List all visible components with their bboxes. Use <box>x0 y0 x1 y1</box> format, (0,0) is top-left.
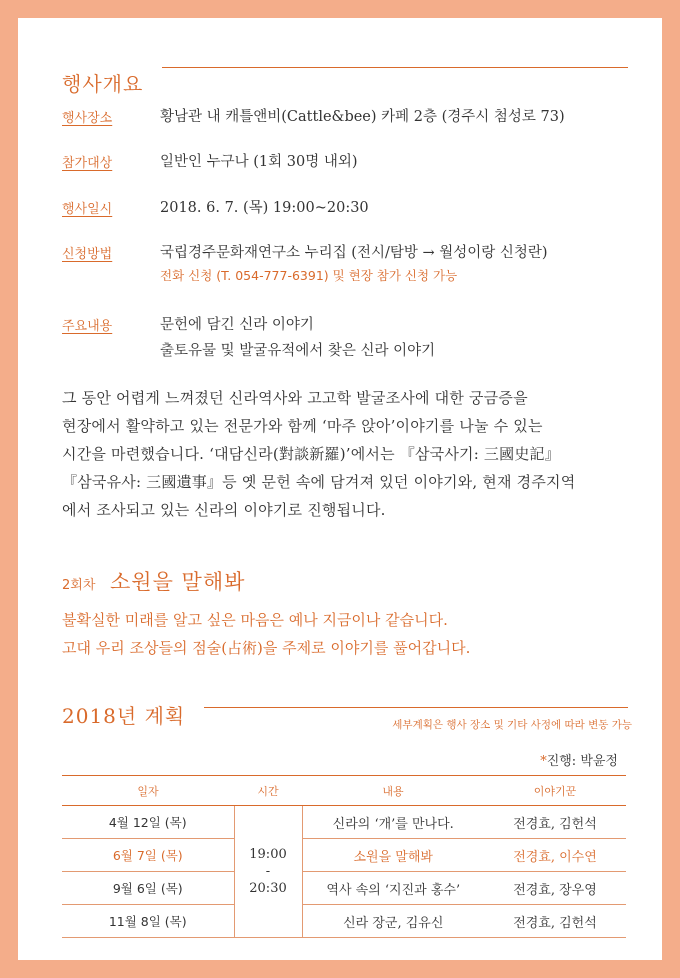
plan-table <box>62 775 626 938</box>
row-speaker: 전경효, 장우영 <box>484 872 626 905</box>
apply-label: 신청방법 <box>62 247 113 262</box>
intro-line: 시간을 마련했습니다. ‘대담신라(對談新羅)’에서는 『삼국사기: 三國史記』 <box>62 445 560 463</box>
audience-label: 참가대상 <box>62 156 113 171</box>
poster-page <box>18 18 662 960</box>
header-content: 내용 <box>302 776 484 806</box>
row-content: 역사 속의 ‘지진과 홍수’ <box>302 872 484 905</box>
row-date: 6월 7일 (목) <box>62 839 234 872</box>
table-row <box>62 872 626 905</box>
intro-line: 그 동안 어렵게 느껴졌던 신라역사와 고고학 발굴조사에 대한 궁금증을 <box>62 389 528 407</box>
session-desc-line: 불확실한 미래를 알고 싶은 마음은 예나 지금이나 같습니다. <box>62 611 448 629</box>
time-end: 20:30 <box>249 881 287 896</box>
venue-label: 행사장소 <box>62 111 113 126</box>
apply-sub-value: 전화 신청 (T. 054-777-6391) 및 현장 참가 신청 가능 <box>160 268 458 283</box>
intro-line: 현장에서 활약하고 있는 전문가와 함께 ‘마주 앉아’이야기를 나눌 수 있는 <box>62 417 543 435</box>
time-cell <box>234 806 302 938</box>
header-time: 시간 <box>234 776 302 806</box>
datetime-value: 2018. 6. 7. (목) 19:00~20:30 <box>160 200 369 216</box>
overview-title-rule <box>162 67 628 68</box>
content-label: 주요내용 <box>62 319 113 334</box>
row-content: 신라 장군, 김유신 <box>302 905 484 938</box>
plan-note: 세부계획은 행사 장소 및 기타 사정에 따라 변동 가능 <box>392 719 632 731</box>
header-speaker: 이야기꾼 <box>484 776 626 806</box>
intro-line: 『삼국유사: 三國遺事』등 옛 문헌 속에 담겨져 있던 이야기와, 현재 경주지역 <box>62 473 576 491</box>
table-row <box>62 806 626 839</box>
row-date: 11월 8일 (목) <box>62 905 234 938</box>
time-start: 19:00 <box>249 847 287 862</box>
content-value-2: 출토유물 및 발굴유적에서 찾은 신라 이야기 <box>160 343 436 359</box>
row-speaker: 전경효, 김헌석 <box>484 905 626 938</box>
time-dash: - <box>265 864 271 879</box>
intro-line: 에서 조사되고 있는 신라의 이야기로 진행됩니다. <box>62 501 386 519</box>
session-number: 2회차 <box>62 578 96 593</box>
intro-paragraph <box>62 384 642 524</box>
host-credit <box>540 750 618 769</box>
session-desc-line: 고대 우리 조상들의 점술(占術)을 주제로 이야기를 풀어갑니다. <box>62 639 471 657</box>
plan-title-rule <box>204 707 628 708</box>
row-date: 9월 6일 (목) <box>62 872 234 905</box>
row-content: 신라의 ‘개’를 만나다. <box>302 806 484 839</box>
table-row <box>62 905 626 938</box>
row-speaker: 전경효, 이수연 <box>484 839 626 872</box>
apply-value: 국립경주문화재연구소 누리집 (전시/탐방 → 월성이랑 신청란) <box>160 245 548 261</box>
session-description <box>62 606 470 662</box>
content-value-1: 문헌에 담긴 신라 이야기 <box>160 317 314 333</box>
row-date: 4월 12일 (목) <box>62 806 234 839</box>
row-content: 소원을 말해봐 <box>302 839 484 872</box>
overview-title: 행사개요 <box>62 72 144 96</box>
host-name: 진행: 박윤정 <box>546 754 618 769</box>
plan-title: 2018년 계획 <box>62 704 186 728</box>
audience-value: 일반인 누구나 (1회 30명 내외) <box>160 154 358 170</box>
datetime-label: 행사일시 <box>62 202 113 217</box>
header-date: 일자 <box>62 776 234 806</box>
table-row-current <box>62 839 626 872</box>
session-title: 소원을 말해봐 <box>110 570 246 594</box>
row-speaker: 전경효, 김헌석 <box>484 806 626 839</box>
host-star: * <box>540 754 547 769</box>
table-header-row <box>62 776 626 806</box>
venue-value: 황남관 내 캐틀앤비(Cattle&bee) 카페 2층 (경주시 첨성로 73) <box>160 109 565 125</box>
